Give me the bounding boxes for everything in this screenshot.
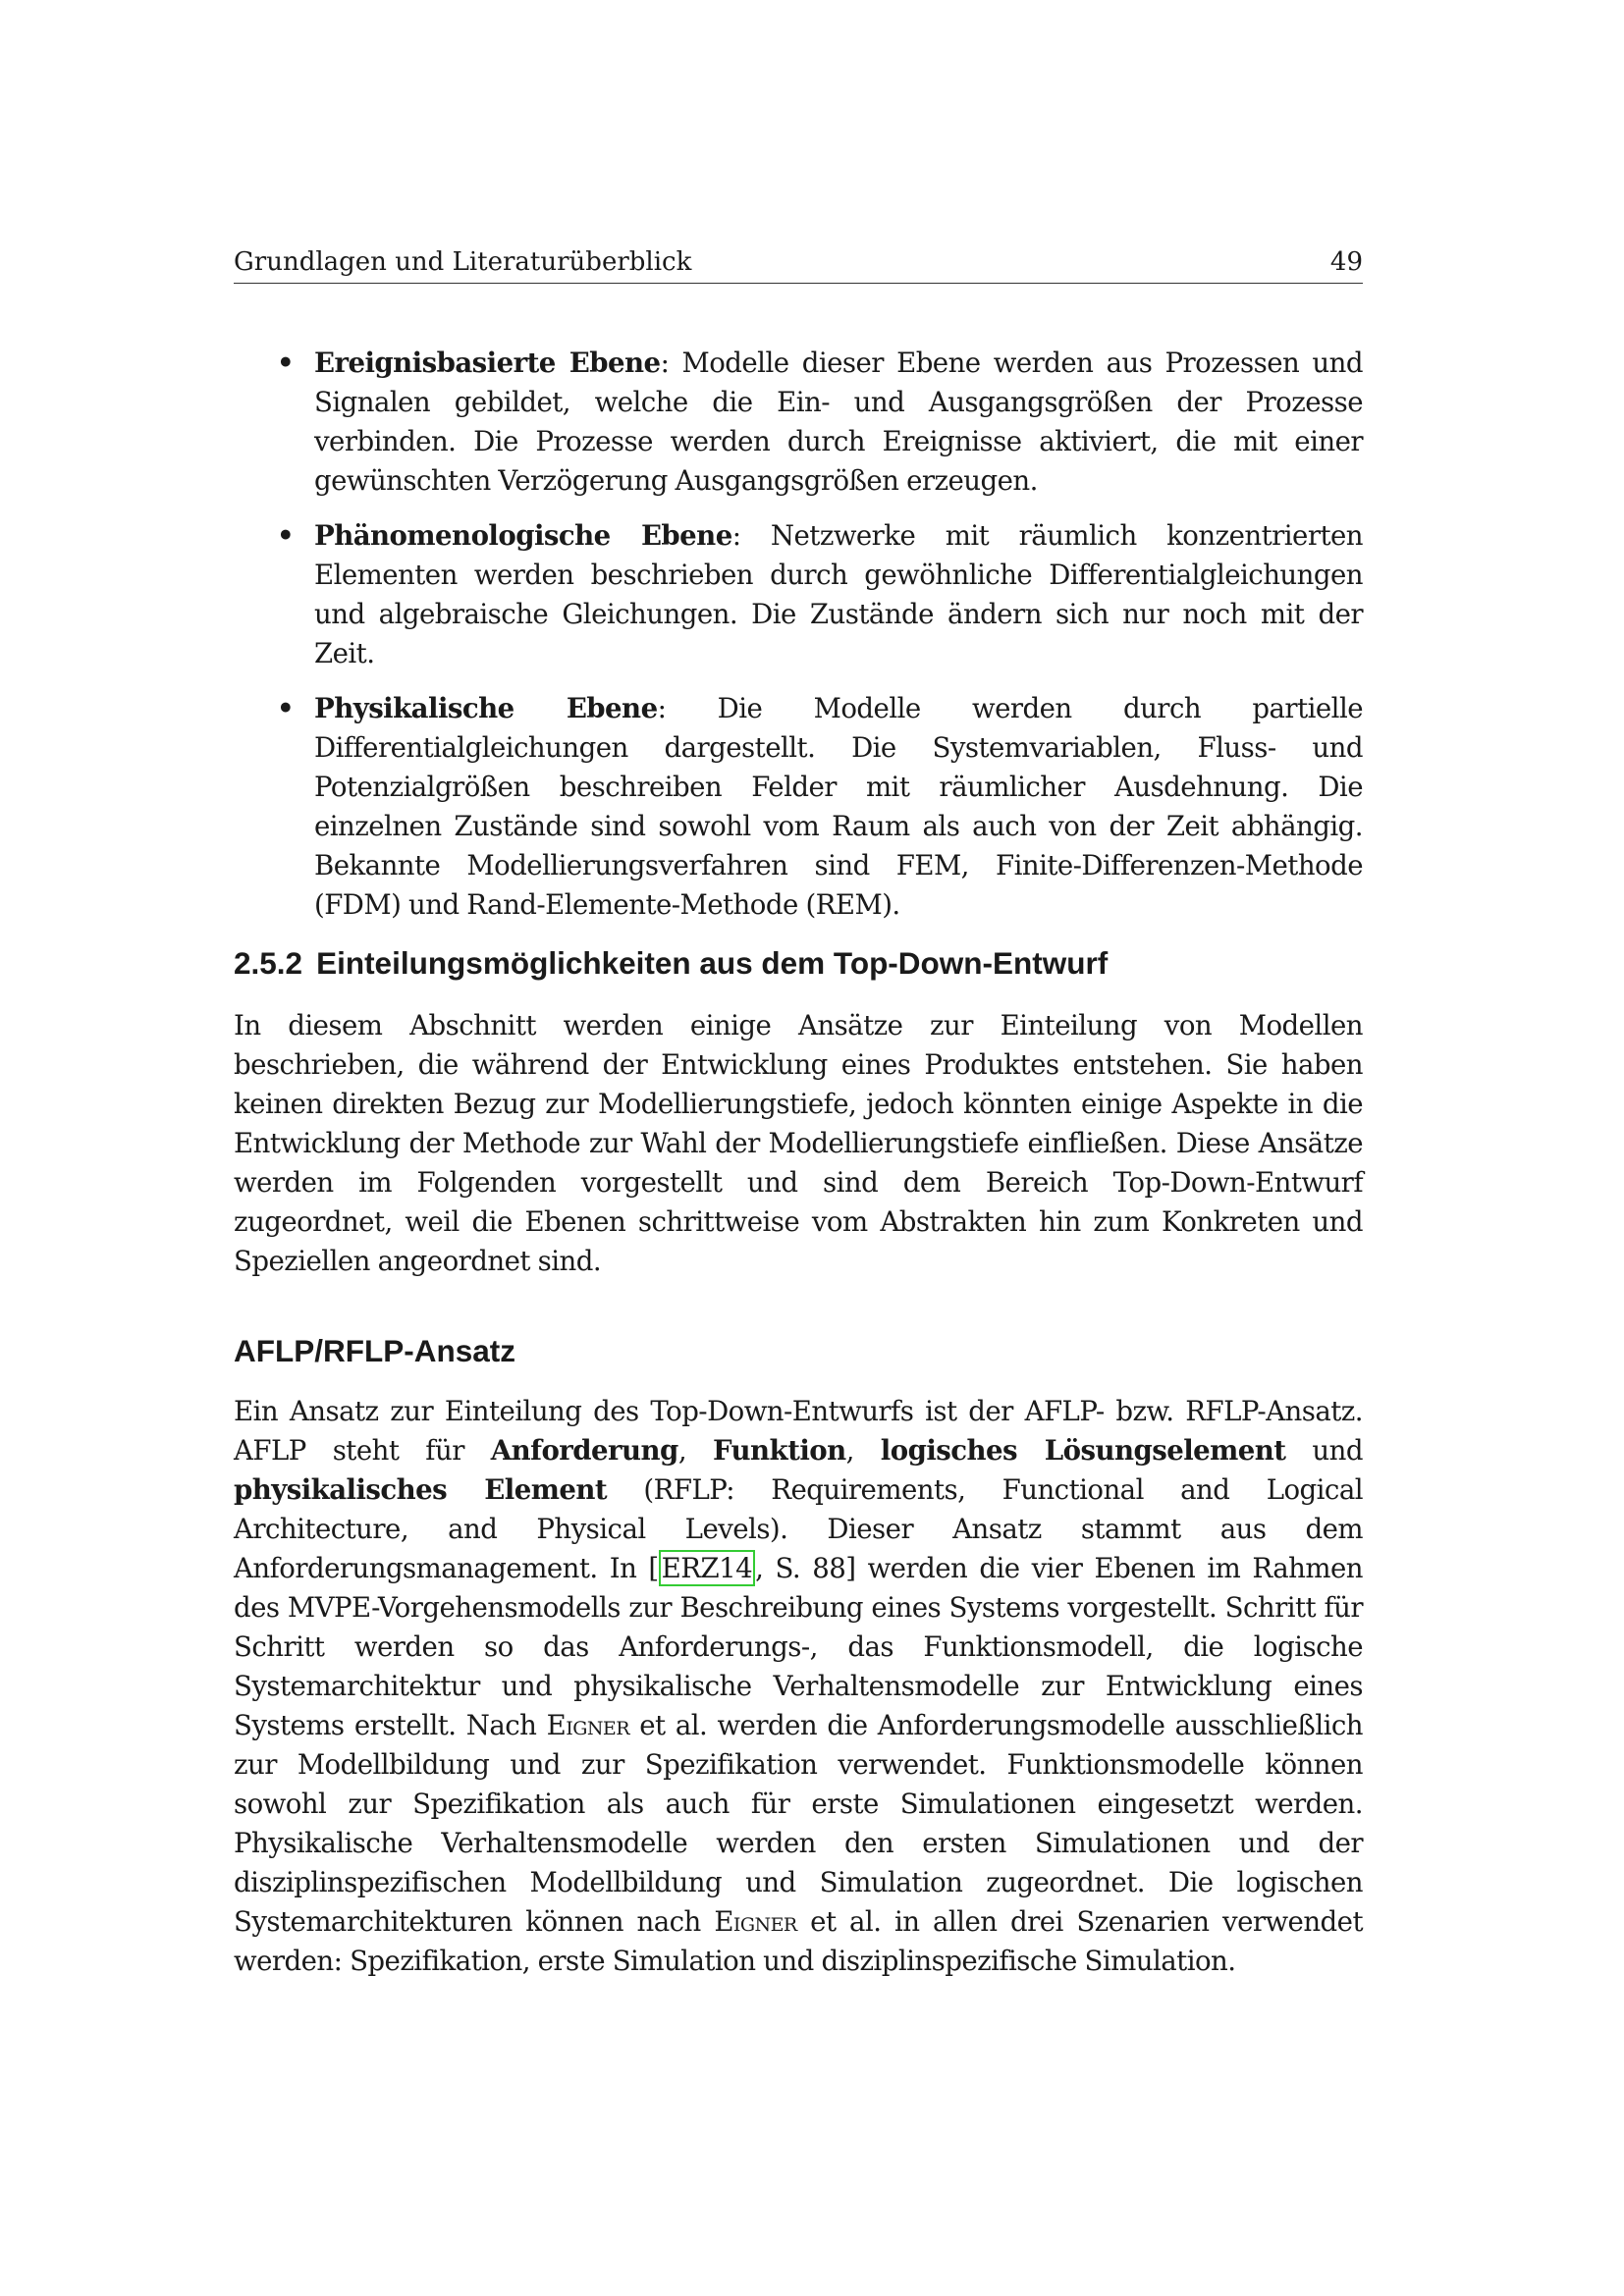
list-item bbox=[234, 689, 1363, 925]
paragraph-text: et al. in allen drei Szenarien verwendet werden: Spezifikation, erste Simulation und disziplinspezifische Simulation. bbox=[234, 1905, 1363, 1977]
citation-link[interactable]: ERZ14 bbox=[659, 1550, 755, 1586]
separator-text: , bbox=[677, 1434, 713, 1467]
page-number: 49 bbox=[1329, 247, 1363, 277]
header-title: Grundlagen und Literaturüberblick bbox=[234, 247, 692, 277]
level-list bbox=[234, 344, 1363, 925]
subsection-paragraph bbox=[234, 1392, 1363, 1981]
paragraph-text: (RFLP: Requirements, Functional and Logical Architecture, and Physical Levels). Dieser Ansatz stammt aus dem Anforderungsmanagement. In [ bbox=[234, 1473, 1364, 1584]
bullet-icon: • bbox=[277, 692, 295, 724]
paragraph-text: Ein Ansatz zur Einteilung des Top-Down-Entwurfs ist der AFLP- bzw. RFLP-Ansatz. AFLP steht für bbox=[234, 1395, 1363, 1467]
separator-text: und bbox=[1285, 1434, 1363, 1467]
section-title: Einteilungsmöglichkeiten aus dem Top-Down-Entwurf bbox=[316, 945, 1109, 981]
bullet-icon: • bbox=[277, 519, 295, 552]
list-item-text: : Modelle dieser Ebene werden aus Prozessen und Signalen gebildet, welche die Ein- und Ausgangsgrößen der Prozesse verbinden. Die Prozesse werden durch Ereignisse aktiviert, die mit einer gewünschten Verzögerung Ausgangsgrößen erzeugen. bbox=[314, 347, 1363, 497]
list-item-term: Physikalische Ebene bbox=[314, 692, 658, 724]
separator-text: , bbox=[845, 1434, 881, 1467]
term-physikalisches-element: physikalisches Element bbox=[234, 1473, 608, 1506]
list-item-text: : Die Modelle werden durch partielle Differentialgleichungen dargestellt. Die Systemvariablen, Fluss- und Potenzialgrößen beschreiben Felder mit räumlicher Ausdehnung. Die einzelnen Zustände sind sowohl vom Raum als auch von der Zeit abhängig. Bekannte Modellierungsverfahren sind FEM, Finite-Differenzen-Methode (FDM) und Rand-Elemente-Methode (REM). bbox=[314, 692, 1364, 921]
section-number: 2.5.2 bbox=[234, 945, 303, 981]
list-item-term: Ereignisbasierte Ebene bbox=[314, 347, 661, 379]
paragraph-text: et al. werden die Anforderungsmodelle ausschließlich zur Modellbildung und zur Spezifikation verwendet. Funktionsmodelle können sowohl zur Spezifikation als auch für erste Simulationen eingesetzt werden. Physikalische Verhaltensmodelle werden den ersten Simulationen und der disziplinspezifischen Modellbildung und Simulation zugeordnet. Die logischen Systemarchitekturen können nach bbox=[234, 1709, 1363, 1938]
list-item bbox=[234, 516, 1363, 673]
paragraph-text: , S. 88] werden die vier Ebenen im Rahmen des MVPE-Vorgehensmodells zur Beschreibung eines Systems vorgestellt. Schritt für Schritt werden so das Anforderungs-, das Funktionsmodell, die logische Systemarchitektur und physikalische Verhaltensmodelle zur Entwicklung eines Systems erstellt. Nach bbox=[234, 1552, 1363, 1741]
bullet-icon: • bbox=[277, 347, 295, 379]
running-header bbox=[234, 245, 1363, 284]
subsection-heading: AFLP/RFLP-Ansatz bbox=[234, 1333, 515, 1368]
term-funktion: Funktion bbox=[712, 1434, 846, 1467]
list-item-text: : Netzwerke mit räumlich konzentrierten Elementen werden beschrieben durch gewöhnliche Differentialgleichungen und algebraische Gleichungen. Die Zustände ändern sich nur noch mit der Zeit. bbox=[314, 519, 1363, 669]
list-item bbox=[234, 344, 1363, 501]
author-name: Eigner bbox=[714, 1905, 797, 1938]
author-name: Eigner bbox=[546, 1709, 629, 1741]
term-logisches-loesungselement: logisches Lösungselement bbox=[880, 1434, 1286, 1467]
list-item-term: Phänomenologische Ebene bbox=[314, 519, 732, 552]
section-paragraph: In diesem Abschnitt werden einige Ansätze zur Einteilung von Modellen beschrieben, die während der Entwicklung eines Produktes entstehen. Sie haben keinen direkten Bezug zur Modellierungstiefe, jedoch könnten einige Aspekte in die Entwicklung der Methode zur Wahl der Modellierungstiefe einfließen. Diese Ansätze werden im Folgenden vorgestellt und sind dem Bereich Top-Down-Entwurf zugeordnet, weil die Ebenen schrittweise vom Abstrakten hin zum Konkreten und Speziellen angeordnet sind. bbox=[234, 1009, 1363, 1277]
section-heading bbox=[234, 942, 1108, 984]
term-anforderung: Anforderung bbox=[490, 1434, 678, 1467]
